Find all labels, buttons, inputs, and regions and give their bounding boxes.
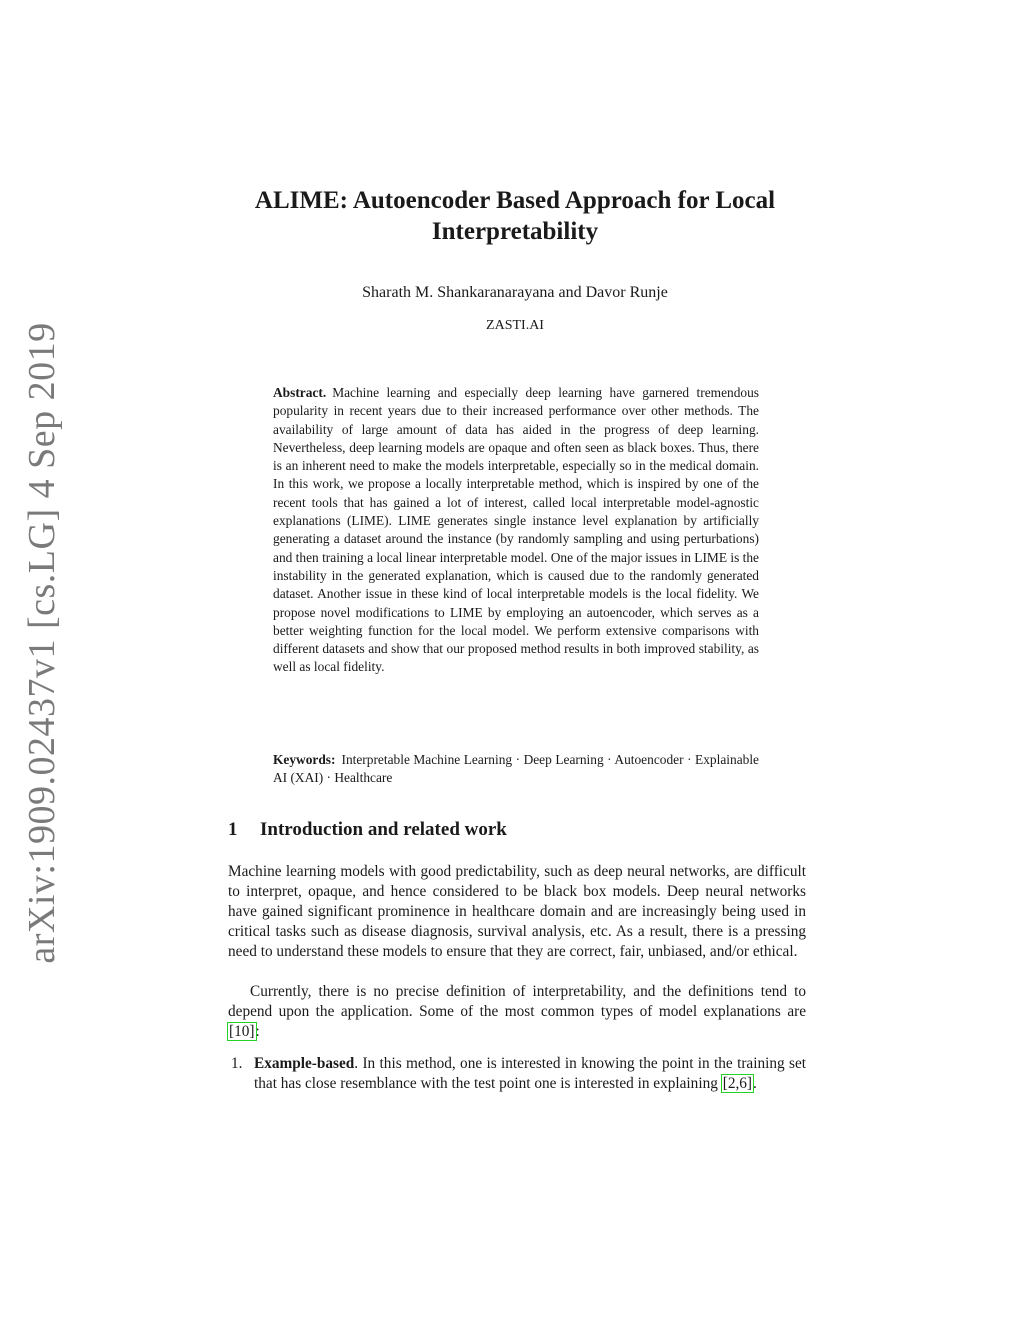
keywords-text: Interpretable Machine Learning · Deep Learning · Autoencoder · Explainable AI (XAI) · Healthcare <box>273 752 759 786</box>
list-item-text: . In this method, one is interested in knowing the point in the training set that has close resemblance with the test point one is interested in explaining <box>254 1055 806 1093</box>
paper-title: ALIME: Autoencoder Based Approach for Local Interpretability <box>254 187 776 245</box>
keywords-label: Keywords: <box>273 752 336 767</box>
intro-paragraph-1: Machine learning models with good predictability, such as deep neural networks, are difficult to interpret, opaque, and hence considered to be black box models. Deep neural networks have gained significant prominence in healthcare domain and are increasingly being used in critical tasks such as disease diagnosis, survival analysis, etc. As a result, there is a pressing need to understand these models to ensure that they are correct, fair, unbiased, and/or ethical. <box>228 863 806 961</box>
abstract <box>273 384 759 677</box>
section-heading <box>228 819 507 841</box>
list-item-tail: . <box>753 1075 757 1093</box>
abstract-text: Machine learning and especially deep learning have garnered tremendous popularity in recent years due to their increased performance over other methods. The availability of large amount of data has aided in the progress of deep learning. Nevertheless, deep learning models are opaque and often seen as black boxes. Thus, there is an inherent need to make the models interpretable, especially so in the medical domain. In this work, we propose a locally interpretable method, which is inspired by one of the recent tools that has gained a lot of interest, called local interpretable model-agnostic explanations (LIME). LIME generates single instance level explanation by artificially generating a dataset around the instance (by randomly sampling and using perturbations) and then training a local linear interpretable model. One of the major issues in LIME is the instability in the generated explanation, which is caused due to the randomly generated dataset. Another issue in these kind of local interpretable models is the local fidelity. We propose novel modifications to LIME by employing an autoencoder, which serves as a better weighting function for the local model. We perform extensive comparisons with different datasets and show that our proposed method results in both improved stability, as well as local fidelity. <box>273 385 760 675</box>
keywords <box>273 751 759 788</box>
paragraph-2-tail: : <box>255 1023 260 1041</box>
paragraph-2-text: Currently, there is no precise definition of interpretability, and the definitions tend to depend upon the application. Some of the most common types of model explanations are <box>228 983 806 1021</box>
section-number: 1 <box>228 819 238 840</box>
citation-link[interactable]: [10] <box>229 1023 255 1041</box>
list-item-term: Example-based <box>254 1055 355 1072</box>
list-item-content <box>254 1054 806 1094</box>
intro-paragraph-2 <box>228 982 806 1042</box>
arxiv-identifier-stamp: arXiv:1909.02437v1 [cs.LG] 4 Sep 2019 <box>21 322 63 964</box>
section-title: Introduction and related work <box>260 819 507 840</box>
list-item <box>228 1054 806 1094</box>
abstract-label: Abstract. <box>273 385 327 400</box>
author-affiliation: ZASTI.AI <box>486 318 544 333</box>
paper-authors: Sharath M. Shankaranarayana and Davor Runje <box>362 284 668 301</box>
list-marker: 1. <box>231 1055 243 1072</box>
citation-link[interactable]: [2,6] <box>722 1075 753 1093</box>
